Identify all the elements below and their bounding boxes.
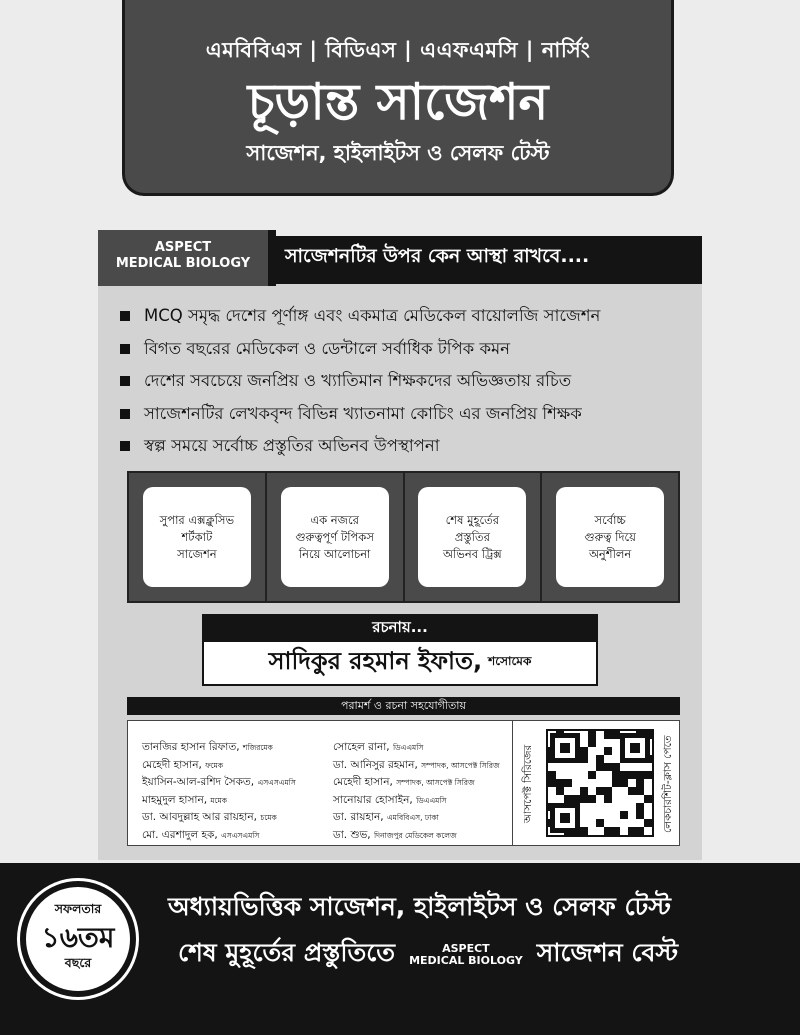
collaborators-heading: পরামর্শ ও রচনা সহযোগীতায় [127, 697, 680, 715]
header-categories: এমবিবিএস | বিডিএস | এএফএমসি | নার্সিং [205, 38, 591, 62]
square-bullet-icon [120, 409, 130, 419]
header-banner [122, 0, 674, 196]
list-item: মেহেদী হাসান, ফমেক [142, 758, 224, 771]
list-item: MCQ সমৃদ্ধ দেশের পূর্ণাঙ্গ এবং একমাত্র মেডিকেল বায়োলজি সাজেশন [114, 300, 704, 333]
list-item: মেহেদী হাসান, সম্পাদক, আসপেক্ট সিরিজ [333, 776, 475, 788]
list-item: বিগত বছরের মেডিকেল ও ডেন্টালে সর্বাধিক টপিক কমন [114, 333, 704, 366]
list-item: ডা. আবদুল্লাহ আর রায়হান, চমেক [142, 811, 277, 823]
feature-card: শেষ মুহূর্তের প্রস্তুতির অভিনব ট্রিক্স [418, 487, 526, 587]
feature-card: সর্বোচ্চ গুরুত্ব দিয়ে অনুশীলন [556, 487, 664, 587]
list-item: ডা. আনিসুর রহমান, সম্পাদক, আসপেক্ট সিরিজ [333, 758, 500, 771]
feature-cell [129, 473, 265, 601]
collaborators-right-column [333, 739, 500, 844]
aspect-badge [98, 230, 276, 286]
feature-card: সুপার এক্সক্লুসিভ শর্টকাট সাজেশন [143, 487, 251, 587]
list-item: তানজির হাসান রিফাত, শজিরমেক [142, 741, 273, 753]
author-institution: শসোমেক [488, 654, 532, 668]
list-item: সোহেল রানা, ডিএএমসি [333, 741, 424, 753]
list-item: স্বল্প সময়ে সর্বোচ্চ প্রস্তুতির অভিনব উপস্থাপনা [114, 430, 704, 463]
page-title: চূড়ান্ত সাজেশন [247, 73, 549, 131]
collaborators-left-column [142, 739, 296, 844]
author-label: রচনায়... [202, 614, 598, 640]
footer-banner [0, 863, 800, 1035]
footer-tagline-2: শেষ মুহূর্তের প্রস্তুতিতে ASPECT MEDICAL BIOLOGY সাজেশন বেস্ট [178, 938, 679, 967]
list-item: সাজেশনটির লেখকবৃন্দ বিভিন্ন খ্যাতনামা কোচিং এর জনপ্রিয় শিক্ষক [114, 398, 704, 431]
anniversary-badge [20, 881, 136, 997]
feature-cell [405, 473, 541, 601]
vertical-label-right: লেকচারশিট-ক্লাস পেতে [662, 735, 674, 833]
feature-card: এক নজরে গুরুত্বপূর্ণ টপিকস নিয়ে আলোচনা [281, 487, 389, 587]
collaborators-box [127, 720, 680, 846]
trust-points [114, 300, 704, 463]
badge-bottom-text: বছরে [64, 955, 92, 970]
vertical-label-left: আসপেক্ট সিরিজের [522, 744, 534, 824]
list-item: সানোয়ার হোসাইন, ডিএএমসি [333, 793, 447, 806]
feature-cell [267, 473, 403, 601]
square-bullet-icon [120, 311, 130, 321]
list-item: ডা. শুভ, দিনাজপুর মেডিকেল কলেজ [333, 828, 457, 841]
footer-tagline-1: অধ্যায়ভিত্তিক সাজেশন, হাইলাইটস ও সেলফ টেস্ট [168, 892, 671, 921]
list-item: ইয়াসিন-আল-রশিদ সৈকত, এসএসএমসি [142, 776, 296, 788]
divider [512, 721, 513, 845]
aspect-badge-line1: ASPECT [154, 240, 212, 255]
list-item: মো. এরশাদুল হক, এসএসএমসি [142, 828, 260, 841]
square-bullet-icon [120, 376, 130, 386]
square-bullet-icon [120, 441, 130, 451]
feature-cell [542, 473, 678, 601]
author-box [202, 640, 598, 686]
square-bullet-icon [120, 344, 130, 354]
list-item: দেশের সবচেয়ে জনপ্রিয় ও খ্যাতিমান শিক্ষকদের অভিজ্ঞতায় রচিত [114, 365, 704, 398]
aspect-badge-line2: MEDICAL BIOLOGY [115, 256, 251, 271]
footer-aspect-logo: ASPECT MEDICAL BIOLOGY [409, 941, 523, 967]
list-item: ডা. রায়হান, এমবিবিএস, ঢাকা [333, 811, 439, 823]
header-subtitle: সাজেশন, হাইলাইটস ও সেলফ টেস্ট [246, 141, 550, 165]
qr-code-icon[interactable] [546, 729, 654, 837]
feature-cards [127, 471, 680, 603]
badge-top-text: সফলতার [54, 901, 102, 916]
list-item: মাহমুদুল হাসান, মমেক [142, 793, 227, 806]
author-name: সাদিকুর রহমান ইফাত, [268, 647, 483, 675]
trust-heading: সাজেশনটির উপর কেন আস্থা রাখবে.... [285, 245, 590, 267]
badge-year: ১৬তম [41, 921, 115, 954]
